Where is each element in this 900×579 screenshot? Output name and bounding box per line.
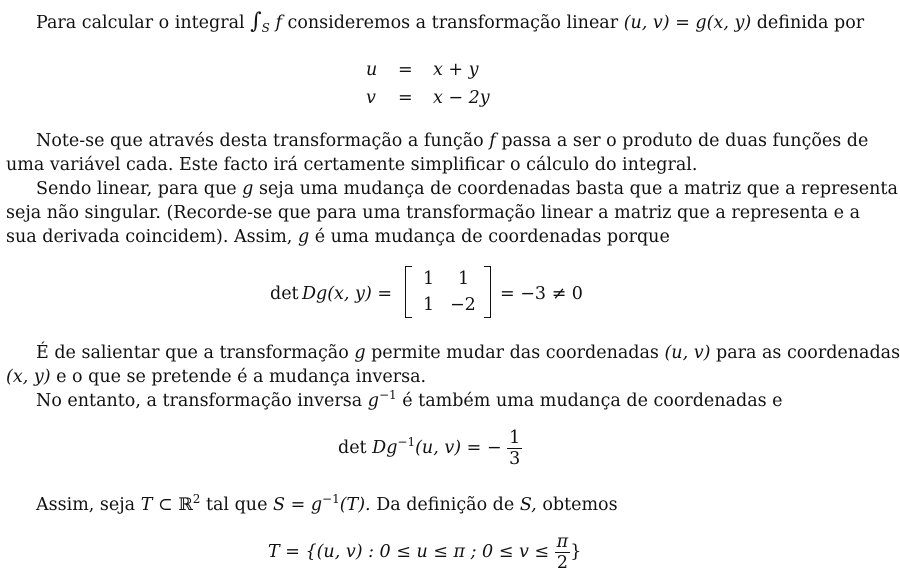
eq-row2-lhs: v (366, 88, 376, 108)
text: passa a ser o produto de duas funções de (501, 131, 869, 151)
text: é também uma mudança de coordenadas e (402, 391, 783, 411)
math-subset-R: ⊂ ℝ (157, 495, 193, 515)
text: Sendo linear, para que (36, 179, 237, 199)
integral-sign: ∫ (250, 9, 262, 34)
text: definida por (756, 13, 865, 33)
superscript: −1 (322, 492, 340, 506)
det-label: det (338, 438, 367, 458)
superscript: 2 (192, 492, 201, 506)
text: Assim, seja (36, 495, 136, 515)
eq-row1-eq: = (398, 60, 413, 80)
text: É de salientar que a transformação (36, 343, 349, 363)
math-xy: (x, y) (6, 367, 51, 387)
math-eq-g: = g (290, 495, 323, 515)
equation-inverse-determinant (338, 428, 522, 469)
paragraph-4-line-3 (36, 390, 783, 412)
eq-row2-rhs: x − 2y (433, 88, 490, 108)
fraction (555, 532, 571, 573)
text: é uma mudança de coordenadas porque (314, 227, 670, 247)
math-g: g (367, 391, 379, 411)
text: sua derivada coincidem). Assim, (6, 227, 293, 247)
set-definition: T = {(u, v) : 0 ≤ u ≤ π ; 0 ≤ v ≤ (268, 542, 550, 562)
math-Dg: Dg (372, 438, 398, 458)
text: Da definição de (376, 495, 515, 515)
math-uv: (u, v) (664, 343, 711, 363)
text: obtemos (542, 495, 618, 515)
det-label: det (270, 284, 299, 304)
paragraph-1 (36, 11, 864, 34)
matrix-left-bracket (405, 266, 412, 318)
text: Note-se que através desta transformação a função (36, 131, 484, 151)
math-g: g (297, 227, 310, 247)
fraction (507, 428, 522, 469)
matrix-m12: 1 (458, 269, 470, 289)
text: consideremos a transformação linear (287, 13, 619, 33)
fraction-numerator: π (556, 532, 569, 552)
matrix-right-bracket (484, 266, 491, 318)
eq-row1-rhs: x + y (433, 60, 479, 80)
fraction-denominator: 3 (509, 449, 521, 469)
fraction-denominator: 2 (556, 553, 568, 573)
eq-row1-lhs: u (366, 60, 378, 80)
text: para as coordenadas (716, 343, 900, 363)
det-lhs: Dg(x, y) = (302, 284, 392, 304)
paragraph-4-line-2 (6, 366, 426, 388)
fraction-numerator: 1 (509, 428, 521, 448)
text: No entanto, a transformação inversa (36, 391, 363, 411)
matrix-m11: 1 (423, 269, 435, 289)
det-rhs: = −3 ≠ 0 (500, 284, 583, 304)
math-T: T (140, 495, 153, 515)
paragraph-5 (36, 494, 618, 516)
math-f: f (275, 13, 282, 33)
eq-row2-eq: = (398, 88, 413, 108)
math-T-paren: (T). (339, 495, 371, 515)
math-uv-g-xy: (u, v) = g(x, y) (623, 13, 752, 33)
paragraph-4-line-1 (36, 342, 900, 364)
equation-T-set (268, 532, 581, 573)
superscript: −1 (378, 388, 397, 402)
matrix-m22: −2 (450, 295, 476, 315)
text: uma variável cada. Este facto irá certamente simplificar o cálculo do integral. (6, 155, 698, 175)
closing-brace: } (570, 542, 582, 562)
math-S: S, (519, 495, 537, 515)
text: e o que se pretende é a mudança inversa. (56, 367, 427, 387)
math-g: g (242, 179, 254, 199)
paragraph-3-line-1 (36, 178, 898, 200)
text: seja não singular. (Recorde-se que para uma transformação linear a matriz que a representa e a (6, 203, 860, 223)
math-f: f (489, 131, 496, 151)
math-g: g (354, 343, 366, 363)
superscript: −1 (397, 435, 416, 449)
paragraph-3-line-2 (6, 202, 860, 224)
math-S: S (273, 495, 286, 515)
text: tal que (205, 495, 268, 515)
text: permite mudar das coordenadas (371, 343, 659, 363)
paragraph-2-line-2 (6, 154, 697, 176)
text: seja uma mudança de coordenadas basta que a matriz que a representa (258, 179, 898, 199)
paragraph-3-line-3 (6, 226, 670, 248)
paragraph-2-line-1 (36, 130, 868, 152)
math-args: (u, v) = − (415, 438, 502, 458)
integral-subscript: S (261, 21, 270, 35)
matrix-m21: 1 (423, 295, 435, 315)
text: Para calcular o integral (36, 13, 245, 33)
